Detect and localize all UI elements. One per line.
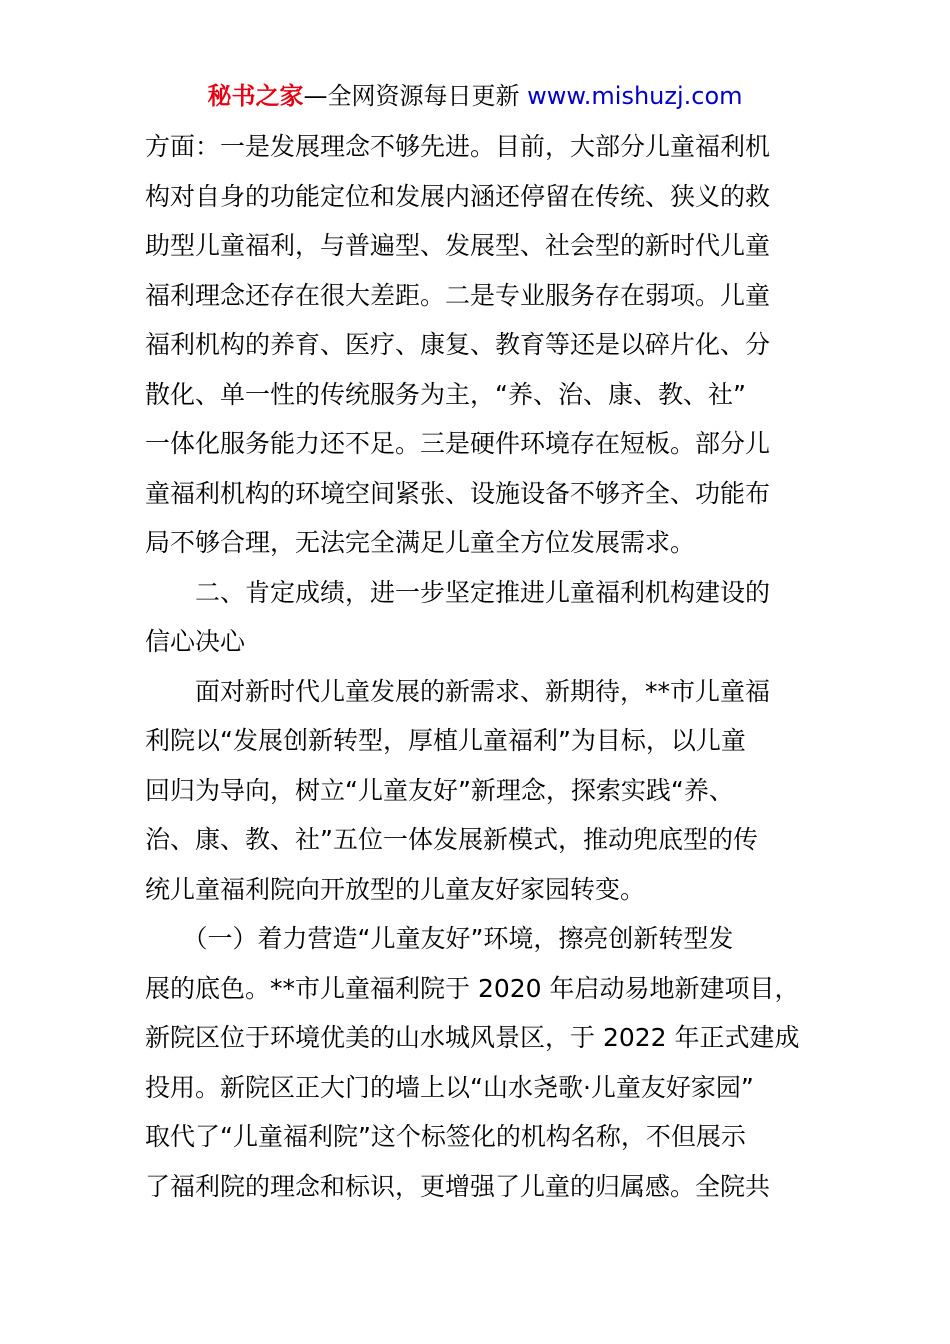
text-line: 新院区位于环境优美的山水城风景区，于 2022 年正式建成 xyxy=(145,1023,800,1052)
text-line: 助型儿童福利，与普遍型、发展型、社会型的新时代儿童 xyxy=(145,231,771,260)
text-line: 面对新时代儿童发展的新需求、新期待，**市儿童福 xyxy=(145,676,771,706)
text-line: 利院以“发展创新转型，厚植儿童福利”为目标，以儿童 xyxy=(145,726,746,755)
text-line: 回归为导向，树立“儿童友好”新理念，探索实践“养、 xyxy=(145,775,734,805)
text-line: 局不够合理，无法完全满足儿童全方位发展需求。 xyxy=(145,528,696,557)
text-line: 童福利机构的环境空间紧张、设施设备不够齐全、功能布 xyxy=(145,478,771,508)
text-line: 展的底色。**市儿童福利院于 2020 年启动易地新建项目， xyxy=(145,973,800,1003)
text-line: 治、康、教、社”五位一体发展新模式，推动兜底型的传 xyxy=(145,825,758,854)
text-line: 构对自身的功能定位和发展内涵还停留在传统、狭义的救 xyxy=(145,181,771,211)
section-heading-line: 二、肯定成绩，进一步坚定推进儿童福利机构建设的 xyxy=(145,577,771,607)
site-tagline: —全网资源每日更新 xyxy=(303,82,520,110)
section-heading-line: 信心决心 xyxy=(145,627,246,656)
text-line: 取代了“儿童福利院”这个标签化的机构名称，不但展示 xyxy=(145,1122,746,1151)
site-url-link[interactable]: www.mishuzj.com xyxy=(527,82,743,110)
text-line: 福利理念还存在很大差距。二是专业服务存在弱项。儿童 xyxy=(145,280,771,310)
text-line: 投用。新院区正大门的墙上以“山水尧歌·儿童友好家园” xyxy=(145,1072,754,1102)
text-line: 散化、单一性的传统服务为主，“养、治、康、教、社” xyxy=(145,379,746,409)
text-line: 福利机构的养育、医疗、康复、教育等还是以碎片化、分 xyxy=(145,330,771,359)
text-line: 统儿童福利院向开放型的儿童友好家园转变。 xyxy=(145,874,646,904)
document-body xyxy=(145,122,815,1211)
text-line: 了福利院的理念和标识，更增强了儿童的归属感。全院共 xyxy=(145,1171,771,1201)
text-line: 方面：一是发展理念不够先进。目前，大部分儿童福利机 xyxy=(145,132,771,161)
site-brand: 秘书之家 xyxy=(207,82,304,110)
page-header xyxy=(0,80,950,112)
subsection-heading-line: （一）着力营造“儿童友好”环境，擦亮创新转型发 xyxy=(145,924,734,953)
text-line: 一体化服务能力还不足。三是硬件环境存在短板。部分儿 xyxy=(145,429,771,458)
